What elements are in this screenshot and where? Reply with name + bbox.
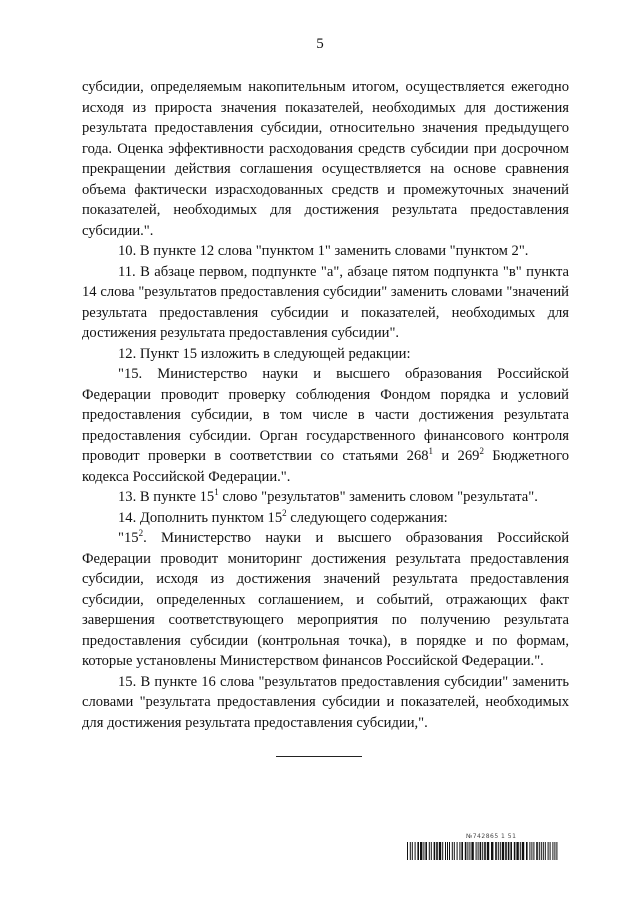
barcode-bar bbox=[478, 842, 479, 860]
barcode-image bbox=[407, 842, 559, 860]
barcode-bar bbox=[429, 842, 430, 860]
barcode-bar bbox=[514, 842, 516, 860]
barcode-bar bbox=[500, 842, 501, 860]
quote-15-text-c: Бюджетного кодекса Российской Федерации.". bbox=[82, 448, 570, 485]
superscript: 1 bbox=[214, 487, 219, 497]
barcode-bar bbox=[431, 842, 432, 860]
barcode-bar bbox=[505, 842, 507, 860]
item-13-text-a: 13. В пункте 15 bbox=[118, 489, 215, 505]
barcode-bar bbox=[554, 842, 555, 860]
quote-15-2-text-a: "15 bbox=[118, 530, 139, 546]
barcode-bar bbox=[457, 842, 458, 860]
barcode-bar bbox=[495, 842, 497, 860]
barcode-bar bbox=[476, 842, 477, 860]
paragraph-item-14 bbox=[82, 508, 569, 529]
barcode-bar bbox=[533, 842, 534, 860]
barcode-bar bbox=[536, 842, 538, 860]
quote-15-text-b: и 269 bbox=[433, 448, 480, 464]
barcode-bar bbox=[410, 842, 411, 860]
barcode-bar bbox=[510, 842, 512, 860]
barcode-bar bbox=[487, 842, 489, 860]
barcode-bar bbox=[545, 842, 546, 860]
barcode-bar bbox=[552, 842, 553, 860]
paragraph-continuation: субсидии, определяемым накопительным итогом, осуществляется ежегодно исходя из прироста значения показателей, необходимых для достижения результата предоставления субсидии, относительно значения предыдущего года. Оценка эффективности расходования средств субсидии при досрочном прекращении действия соглашения осуществляется на основе сравнения объема фактически израсходованных средств и промежуточных значений показателей, необходимых для достижения результата предоставления субсидии.". bbox=[82, 79, 569, 239]
barcode-bar bbox=[452, 842, 453, 860]
paragraph-quote-15 bbox=[82, 364, 569, 487]
barcode-bar bbox=[484, 842, 486, 860]
barcode-bar bbox=[508, 842, 510, 860]
document-code: №742865 1 51 bbox=[466, 833, 517, 840]
barcode-bar bbox=[548, 842, 549, 860]
paragraph-item-15: 15. В пункте 16 слова "результатов предоставления субсидии" заменить словами "результата предоставления субсидии и показателей, необходимых для достижения результата предоставления субсидии,". bbox=[82, 673, 569, 731]
barcode-bar bbox=[471, 842, 473, 860]
barcode-bar bbox=[526, 842, 528, 860]
page-number: 5 bbox=[316, 36, 324, 52]
barcode-bar bbox=[529, 842, 530, 860]
barcode-bar bbox=[436, 842, 438, 860]
superscript: 2 bbox=[479, 446, 484, 456]
paragraph-item-10: 10. В пункте 12 слова "пунктом 1" заменить словами "пунктом 2". bbox=[118, 243, 529, 259]
quote-15-2-text-b: . Министерство науки и высшего образования Российской Федерации проводит мониторинг достижения результата предоставления субсидии, исходя из достижения значений результата предоставления субсидии, определенных соглашением, и событий, отражающих факт завершения соответствующего мероприятия по получению результата предоставления субсидии (контрольная точка), в порядке и по формам, которые установлены Министерством финансов Российской Федерации.". bbox=[82, 530, 569, 669]
barcode-bar bbox=[498, 842, 499, 860]
superscript: 2 bbox=[282, 507, 287, 518]
superscript: 1 bbox=[428, 446, 434, 456]
paragraph-quote-15-2 bbox=[82, 528, 569, 672]
barcode-bar bbox=[520, 842, 521, 860]
barcode-bar bbox=[541, 842, 542, 860]
paragraph-item-13 bbox=[82, 487, 569, 508]
barcode-bar bbox=[461, 842, 463, 860]
barcode-bar bbox=[469, 842, 470, 860]
item-13-text-b: слово "результатов" заменить словом "результата". bbox=[218, 489, 538, 505]
document-body bbox=[82, 77, 569, 733]
paragraph-item-11: 11. В абзаце первом, подпункте "а", абзаце пятом подпункта "в" пункта 14 слова "результатов предоставления субсидии" заменить словами "значений результата предоставления субсидии и показателей, необходимых для достижения результата предоставления субсидии". bbox=[82, 263, 569, 341]
barcode-bar bbox=[539, 842, 540, 860]
barcode-bar bbox=[447, 842, 448, 860]
barcode-bar bbox=[543, 842, 544, 860]
barcode-bar bbox=[491, 842, 493, 860]
barcode-bar bbox=[556, 842, 557, 860]
barcode-bar bbox=[449, 842, 450, 860]
barcode-bar bbox=[550, 842, 551, 860]
barcode-bar bbox=[442, 842, 443, 860]
quote-15-text-a: "15. Министерство науки и высшего образования Российской Федерации проводит проверку соблюдения Фондом порядка и условий предоставления субсидии, в том числе в части достижения результата предоставления субсидии. Орган государственного финансового контроля проводит проверки в соответствии со статьями 268 bbox=[82, 366, 569, 464]
superscript: 2 bbox=[138, 528, 144, 538]
paragraph-item-12: 12. Пункт 15 изложить в следующей редакции: bbox=[118, 345, 411, 362]
barcode-bar bbox=[454, 842, 455, 860]
barcode-bar bbox=[439, 842, 441, 860]
barcode-bar bbox=[412, 842, 413, 860]
end-rule bbox=[276, 756, 362, 757]
barcode-bar bbox=[522, 842, 524, 860]
barcode-bar bbox=[434, 842, 436, 860]
barcode-bar bbox=[465, 842, 467, 860]
item-14-text-b: следующего содержания: bbox=[286, 509, 448, 526]
barcode-bar bbox=[445, 842, 446, 860]
barcode-bar bbox=[407, 842, 408, 860]
barcode-bar bbox=[425, 842, 427, 860]
barcode-bar bbox=[423, 842, 424, 860]
barcode-bar bbox=[482, 842, 483, 860]
barcode-bar bbox=[467, 842, 468, 860]
barcode-bar bbox=[417, 842, 419, 860]
barcode-bar bbox=[516, 842, 518, 860]
barcode-bar bbox=[531, 842, 532, 860]
barcode-bar bbox=[415, 842, 416, 860]
barcode-bar bbox=[459, 842, 460, 860]
item-14-text-a: 14. Дополнить пунктом 15 bbox=[118, 509, 283, 526]
barcode-bar bbox=[420, 842, 422, 860]
barcode-bar bbox=[502, 842, 504, 860]
barcode-bar bbox=[480, 842, 482, 860]
